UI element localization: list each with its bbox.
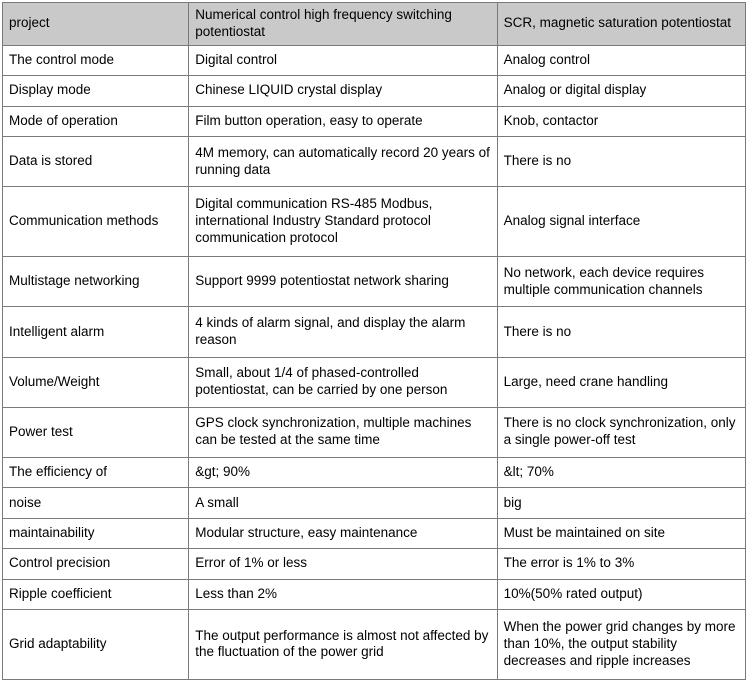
table-row — [3, 136, 746, 186]
table-row — [3, 357, 746, 407]
cell-scr-potentiostat: Knob, contactor — [497, 106, 745, 136]
cell-project: Multistage networking — [3, 257, 189, 307]
table-row — [3, 45, 746, 75]
table-row — [3, 307, 746, 357]
table-row — [3, 257, 746, 307]
cell-scr-potentiostat: When the power grid changes by more than 10%, the output stability decreases and ripple increases — [497, 609, 745, 679]
cell-scr-potentiostat: The error is 1% to 3% — [497, 549, 745, 579]
table-header-row — [3, 3, 746, 46]
cell-project: Mode of operation — [3, 106, 189, 136]
table-row — [3, 579, 746, 609]
cell-project: Display mode — [3, 76, 189, 106]
cell-digital-potentiostat: 4M memory, can automatically record 20 years of running data — [189, 136, 497, 186]
cell-scr-potentiostat: No network, each device requires multiple communication channels — [497, 257, 745, 307]
cell-digital-potentiostat: Error of 1% or less — [189, 549, 497, 579]
table-row — [3, 488, 746, 518]
cell-digital-potentiostat: Chinese LIQUID crystal display — [189, 76, 497, 106]
column-header-scr-potentiostat: SCR, magnetic saturation potentiostat — [497, 3, 745, 46]
table-row — [3, 407, 746, 457]
cell-scr-potentiostat: Large, need crane handling — [497, 357, 745, 407]
cell-scr-potentiostat: big — [497, 488, 745, 518]
cell-digital-potentiostat: Digital communication RS-485 Modbus, international Industry Standard protocol communication protocol — [189, 187, 497, 257]
table-row — [3, 76, 746, 106]
cell-scr-potentiostat: There is no — [497, 307, 745, 357]
cell-scr-potentiostat: Analog control — [497, 45, 745, 75]
cell-scr-potentiostat: Must be maintained on site — [497, 518, 745, 548]
cell-digital-potentiostat: Modular structure, easy maintenance — [189, 518, 497, 548]
cell-scr-potentiostat: Analog signal interface — [497, 187, 745, 257]
cell-project: Volume/Weight — [3, 357, 189, 407]
cell-project: Communication methods — [3, 187, 189, 257]
cell-digital-potentiostat: The output performance is almost not affected by the fluctuation of the power grid — [189, 609, 497, 679]
cell-project: Data is stored — [3, 136, 189, 186]
cell-digital-potentiostat: Small, about 1/4 of phased-controlled potentiostat, can be carried by one person — [189, 357, 497, 407]
table-row — [3, 609, 746, 679]
column-header-project: project — [3, 3, 189, 46]
cell-project: The efficiency of — [3, 457, 189, 487]
cell-digital-potentiostat: Digital control — [189, 45, 497, 75]
cell-project: Power test — [3, 407, 189, 457]
table-body — [3, 45, 746, 679]
table-row — [3, 549, 746, 579]
cell-scr-potentiostat: &lt; 70% — [497, 457, 745, 487]
comparison-table — [2, 2, 746, 680]
table-row — [3, 106, 746, 136]
cell-project: Ripple coefficient — [3, 579, 189, 609]
cell-digital-potentiostat: 4 kinds of alarm signal, and display the alarm reason — [189, 307, 497, 357]
cell-project: Intelligent alarm — [3, 307, 189, 357]
cell-scr-potentiostat: 10%(50% rated output) — [497, 579, 745, 609]
cell-scr-potentiostat: There is no — [497, 136, 745, 186]
cell-project: noise — [3, 488, 189, 518]
table-row — [3, 457, 746, 487]
cell-project: maintainability — [3, 518, 189, 548]
cell-digital-potentiostat: Film button operation, easy to operate — [189, 106, 497, 136]
cell-digital-potentiostat: Support 9999 potentiostat network sharing — [189, 257, 497, 307]
cell-scr-potentiostat: There is no clock synchronization, only a single power-off test — [497, 407, 745, 457]
cell-digital-potentiostat: &gt; 90% — [189, 457, 497, 487]
cell-project: The control mode — [3, 45, 189, 75]
column-header-digital-potentiostat: Numerical control high frequency switching potentiostat — [189, 3, 497, 46]
cell-project: Grid adaptability — [3, 609, 189, 679]
table-row — [3, 187, 746, 257]
table-row — [3, 518, 746, 548]
cell-digital-potentiostat: Less than 2% — [189, 579, 497, 609]
table-header — [3, 3, 746, 46]
cell-digital-potentiostat: GPS clock synchronization, multiple machines can be tested at the same time — [189, 407, 497, 457]
cell-digital-potentiostat: A small — [189, 488, 497, 518]
cell-scr-potentiostat: Analog or digital display — [497, 76, 745, 106]
cell-project: Control precision — [3, 549, 189, 579]
